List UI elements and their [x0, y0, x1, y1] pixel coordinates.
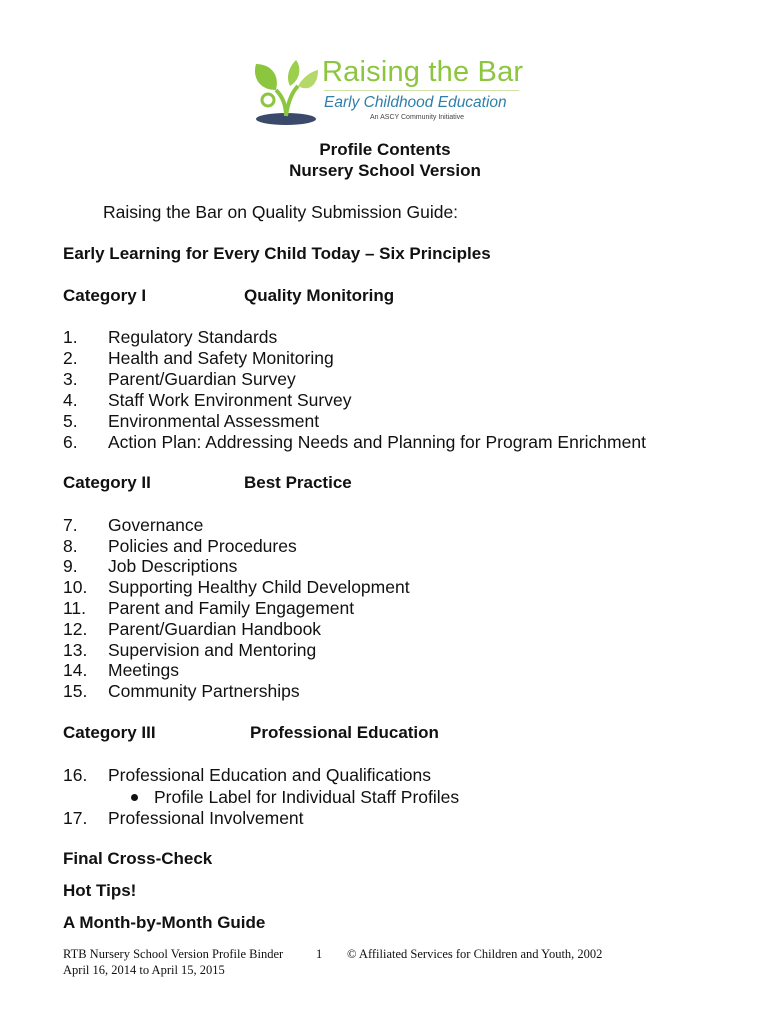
list-item-number: 7. [63, 515, 78, 535]
list-item: Supporting Healthy Child Development [108, 577, 410, 597]
list-item-number: 17. [63, 808, 88, 828]
list-item-number: 11. [63, 598, 87, 618]
guide-heading: Raising the Bar on Quality Submission Guide: [103, 202, 459, 222]
list-item-number: 1. [63, 327, 78, 347]
logo-subtitle: Early Childhood Education [324, 94, 507, 111]
logo-tagline: An ASCY Community Initiative [370, 114, 465, 121]
list-item: Governance [108, 515, 204, 535]
list-item-number: 10. [63, 577, 88, 597]
list-item: Professional Involvement [108, 808, 304, 828]
principles-heading: Early Learning for Every Child Today – Six Principles [63, 244, 491, 263]
list-item-number: 16. [63, 765, 88, 785]
footer-copyright: © Affiliated Services for Children and Youth, 2002 [347, 947, 603, 961]
list-item: Job Descriptions [108, 556, 238, 576]
list-item: Community Partnerships [108, 681, 300, 701]
category-1-label: Category I [63, 286, 147, 305]
logo-title: Raising the Bar [322, 56, 524, 88]
list-item: Parent/Guardian Handbook [108, 619, 322, 639]
list-item-number: 14. [63, 660, 88, 680]
hot-tips-heading: Hot Tips! [63, 881, 137, 900]
page-title: Profile Contents [319, 140, 451, 159]
category-2-label: Category II [63, 473, 151, 492]
list-item-number: 3. [63, 369, 78, 389]
category-3-label: Category III [63, 723, 156, 742]
list-item-number: 15. [63, 681, 88, 701]
final-cross-check-heading: Final Cross-Check [63, 849, 213, 868]
list-item: Health and Safety Monitoring [108, 348, 334, 368]
list-item: Supervision and Mentoring [108, 640, 317, 660]
footer-date-range: April 16, 2014 to April 15, 2015 [63, 963, 225, 977]
list-item-number: 6. [63, 432, 78, 452]
list-item: Regulatory Standards [108, 327, 278, 347]
footer-binder-title: RTB Nursery School Version Profile Binder [63, 947, 284, 961]
raising-the-bar-logo [246, 56, 526, 128]
category-3-name: Professional Education [250, 723, 439, 742]
list-item-number: 12. [63, 619, 88, 639]
list-item: Policies and Procedures [108, 536, 297, 556]
logo-divider [324, 90, 519, 91]
list-item: Meetings [108, 660, 180, 680]
page-subtitle: Nursery School Version [289, 161, 481, 180]
bullet-icon [131, 794, 138, 801]
list-item: Staff Work Environment Survey [108, 390, 352, 410]
list-sub-item: Profile Label for Individual Staff Profiles [154, 787, 460, 807]
list-item: Professional Education and Qualifications [108, 765, 431, 785]
list-item: Parent and Family Engagement [108, 598, 355, 618]
month-guide-heading: A Month-by-Month Guide [63, 913, 266, 932]
category-2-name: Best Practice [244, 473, 352, 492]
list-item-number: 2. [63, 348, 78, 368]
list-item: Environmental Assessment [108, 411, 320, 431]
list-item-number: 8. [63, 536, 78, 556]
list-item-number: 9. [63, 556, 78, 576]
list-item: Action Plan: Addressing Needs and Planning for Program Enrichment [108, 432, 646, 452]
list-item-number: 4. [63, 390, 78, 410]
list-item-number: 13. [63, 640, 88, 660]
list-item-number: 5. [63, 411, 78, 431]
list-item: Parent/Guardian Survey [108, 369, 296, 389]
category-1-name: Quality Monitoring [244, 286, 395, 305]
page-number: 1 [316, 947, 323, 961]
sprout-icon [246, 56, 320, 128]
